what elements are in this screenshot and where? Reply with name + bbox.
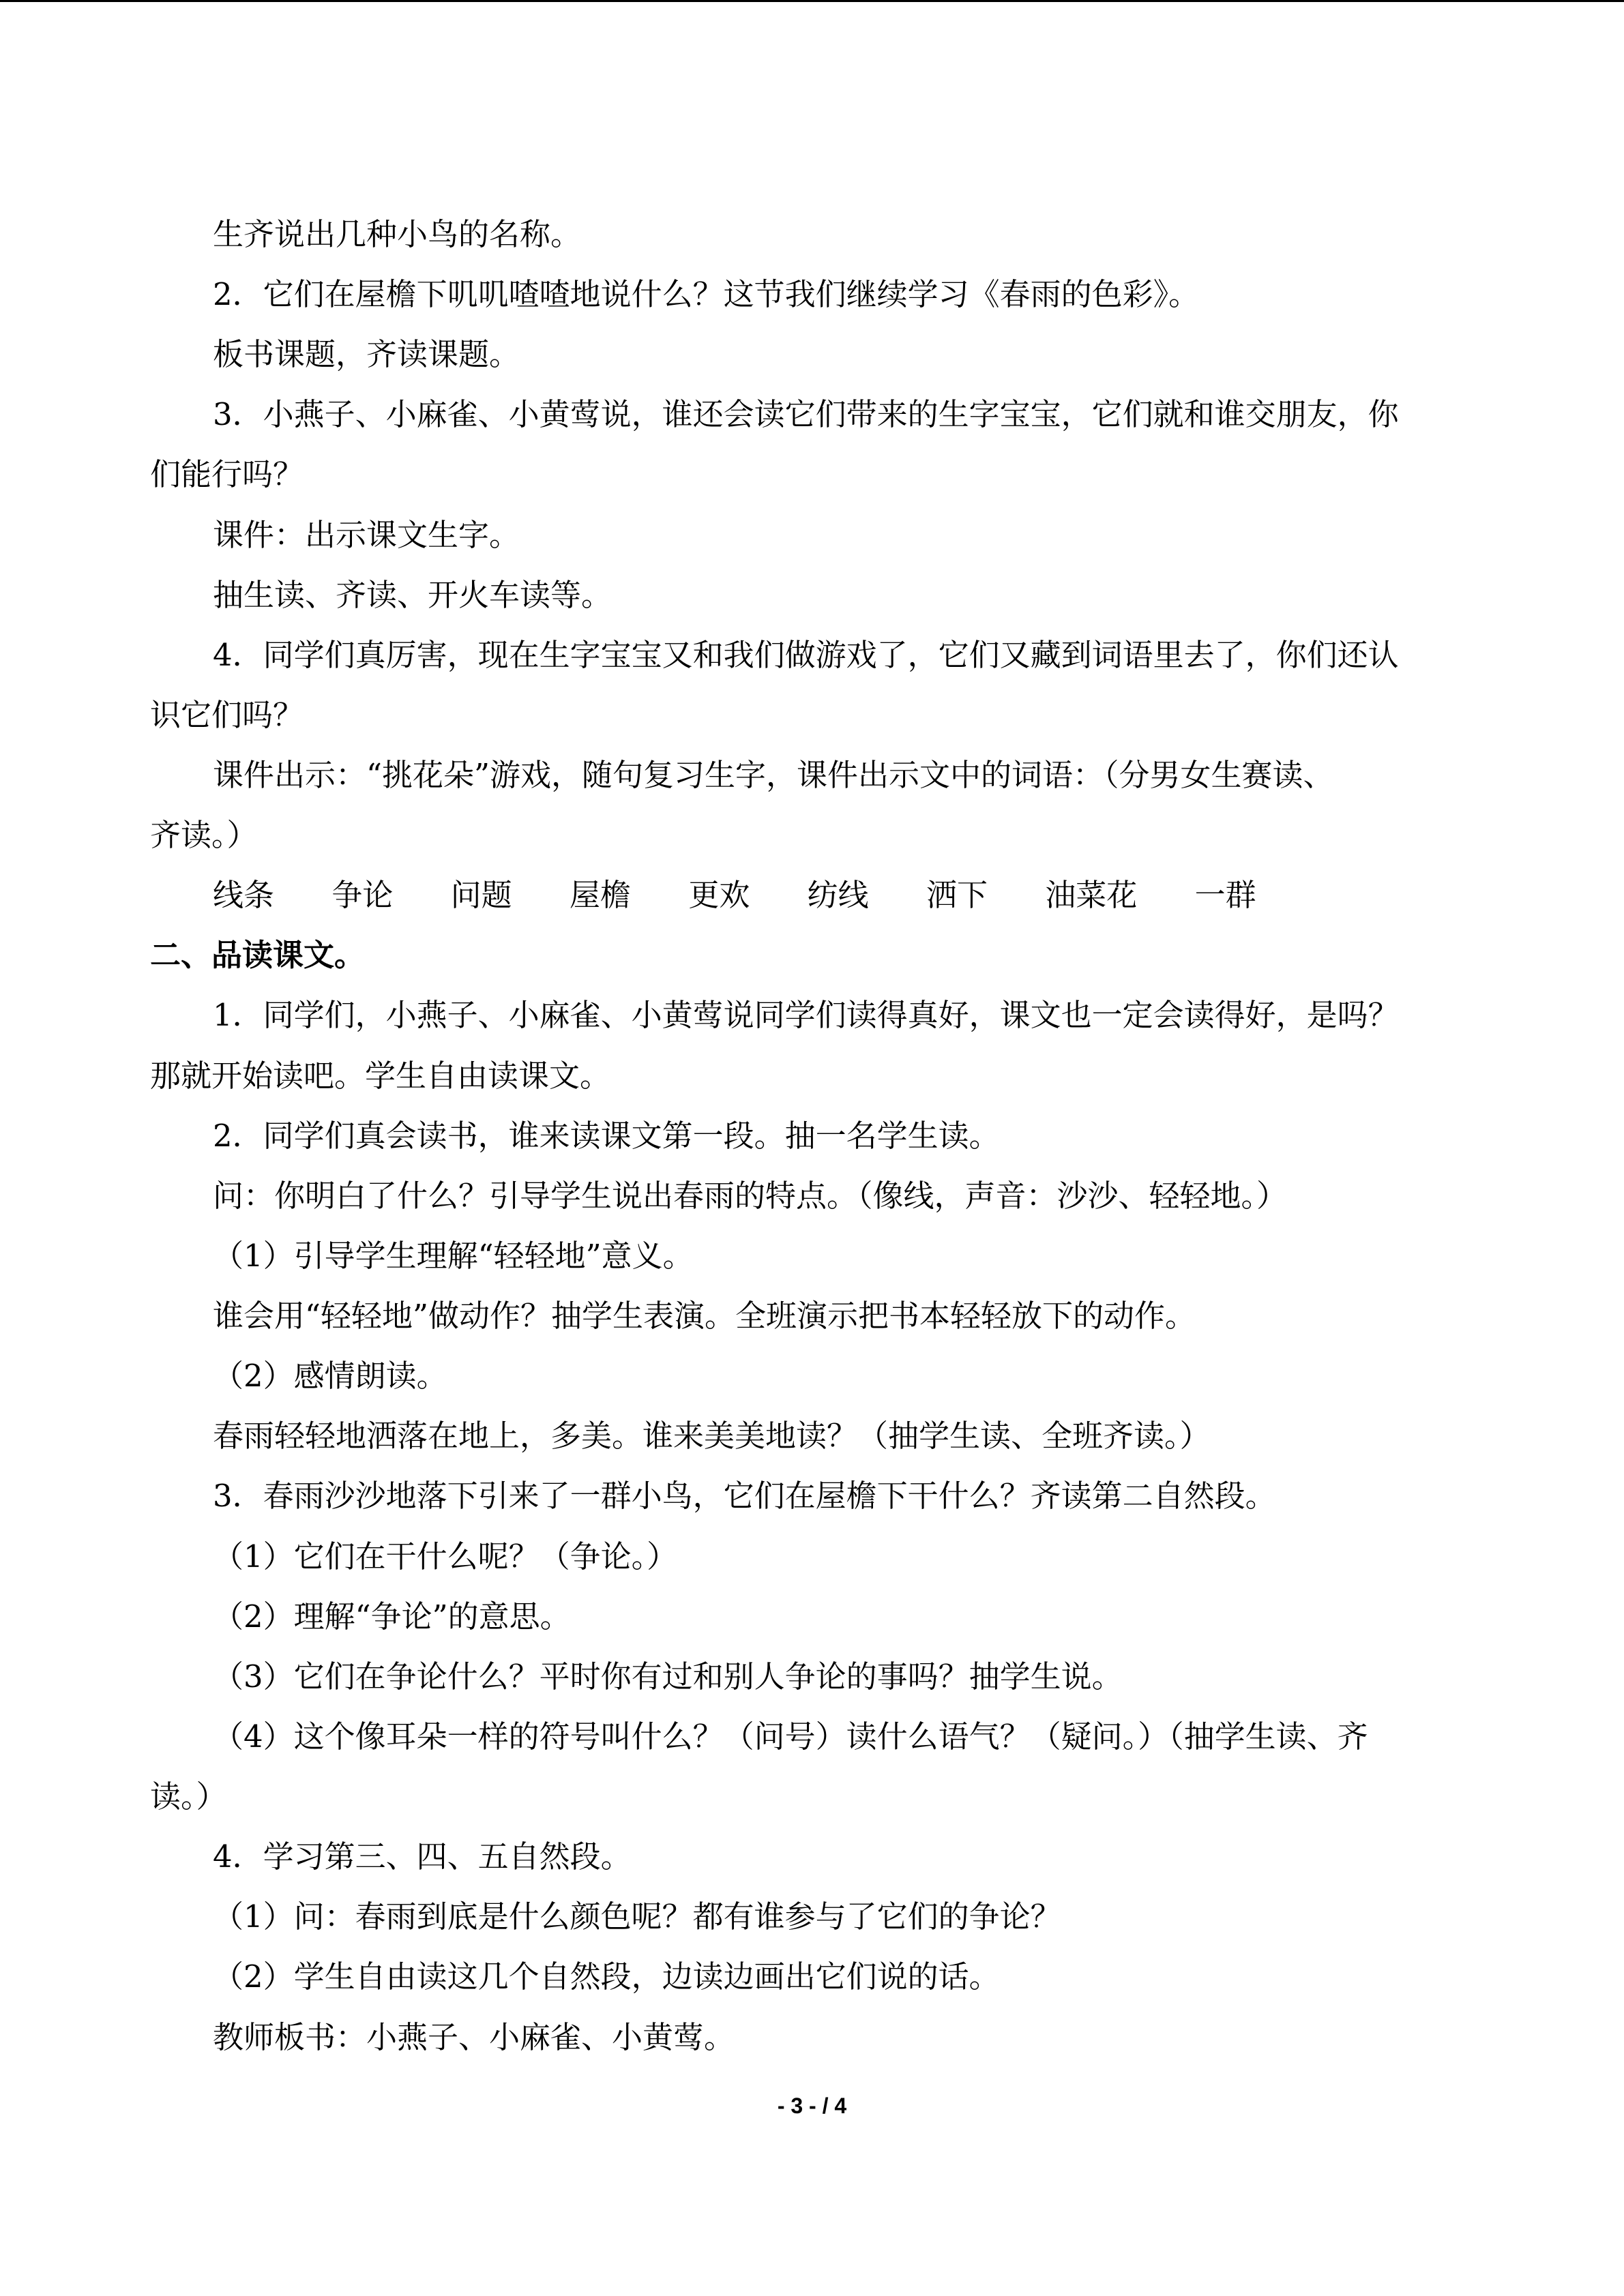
paragraph-line: 问：你明白了什么？引导学生说出春雨的特点。（像线，声音：沙沙、轻轻地。） (213, 1178, 1288, 1214)
paragraph-line: 谁会用“轻轻地”做动作？抽学生表演。全班演示把书本轻轻放下的动作。 (213, 1298, 1196, 1334)
paragraph-line: （1）它们在干什么呢？（争论。） (213, 1538, 678, 1575)
paragraph-line: 读。） (150, 1778, 227, 1815)
vocab-word: 屋檐 (569, 877, 631, 913)
vocab-word: 油菜花 (1045, 877, 1138, 913)
paragraph-line: 课件：出示课文生字。 (213, 517, 520, 553)
vocab-word: 争论 (331, 877, 394, 913)
vocab-word: 纺线 (807, 877, 869, 913)
vocab-word: 一群 (1194, 877, 1256, 913)
vocabulary-list (213, 875, 1474, 916)
top-border-line (0, 0, 1624, 2)
section-heading: 二、品读课文。 (150, 937, 366, 973)
paragraph-line: 课件出示：“挑花朵”游戏，随句复习生字，课件出示文中的词语：（分男女生赛读、 (213, 757, 1334, 793)
paragraph-line: 2．同学们真会读书，谁来读课文第一段。抽一名学生读。 (213, 1118, 1000, 1154)
paragraph-line: 3．小燕子、小麻雀、小黄莺说，谁还会读它们带来的生字宝宝，它们就和谁交朋友，你 (213, 396, 1399, 432)
paragraph-line: 1．同学们，小燕子、小麻雀、小黄莺说同学们读得真好，课文也一定会读得好，是吗？ (213, 997, 1399, 1033)
paragraph-line: （1）问：春雨到底是什么颜色呢？都有谁参与了它们的争论？ (213, 1898, 1061, 1935)
paragraph-line: 教师板书：小燕子、小麻雀、小黄莺。 (213, 2019, 735, 2055)
paragraph-line: 板书课题，齐读课题。 (213, 336, 520, 372)
paragraph-line: 生齐说出几种小鸟的名称。 (213, 216, 582, 252)
paragraph-line: （1）引导学生理解“轻轻地”意义。 (213, 1238, 694, 1274)
paragraph-line: （2）感情朗读。 (213, 1358, 447, 1394)
paragraph-line: 抽生读、齐读、开火车读等。 (213, 577, 612, 613)
paragraph-line: 们能行吗？ (150, 456, 304, 492)
paragraph-line: 2．它们在屋檐下叽叽喳喳地说什么？这节我们继续学习《春雨的色彩》。 (213, 276, 1200, 312)
paragraph-line: 那就开始读吧。学生自由读课文。 (150, 1058, 611, 1094)
page-number: - 3 - / 4 (777, 2093, 847, 2118)
paragraph-line: 齐读。） (150, 817, 258, 853)
paragraph-line: （4）这个像耳朵一样的符号叫什么？（问号）读什么语气？（疑问。）（抽学生读、齐 (213, 1718, 1368, 1755)
vocab-word: 洒下 (926, 877, 988, 913)
paragraph-line: 3．春雨沙沙地落下引来了一群小鸟，它们在屋檐下干什么？齐读第二自然段。 (213, 1478, 1276, 1514)
paragraph-line: （2）学生自由读这几个自然段，边读边画出它们说的话。 (213, 1958, 1000, 1995)
paragraph-line: 识它们吗？ (150, 697, 304, 733)
paragraph-line: 4．同学们真厉害，现在生字宝宝又和我们做游戏了，它们又藏到词语里去了，你们还认 (213, 637, 1399, 673)
vocab-word: 更欢 (688, 877, 750, 913)
paragraph-line: （3）它们在争论什么？平时你有过和别人争论的事吗？抽学生说。 (213, 1658, 1123, 1695)
paragraph-line: 4．学习第三、四、五自然段。 (213, 1838, 632, 1875)
vocab-word: 线条 (213, 877, 275, 913)
paragraph-line: 春雨轻轻地洒落在地上，多美。谁来美美地读？（抽学生读、全班齐读。） (213, 1418, 1211, 1454)
vocab-word: 问题 (450, 877, 512, 913)
paragraph-line: （2）理解“争论”的意思。 (213, 1598, 571, 1635)
